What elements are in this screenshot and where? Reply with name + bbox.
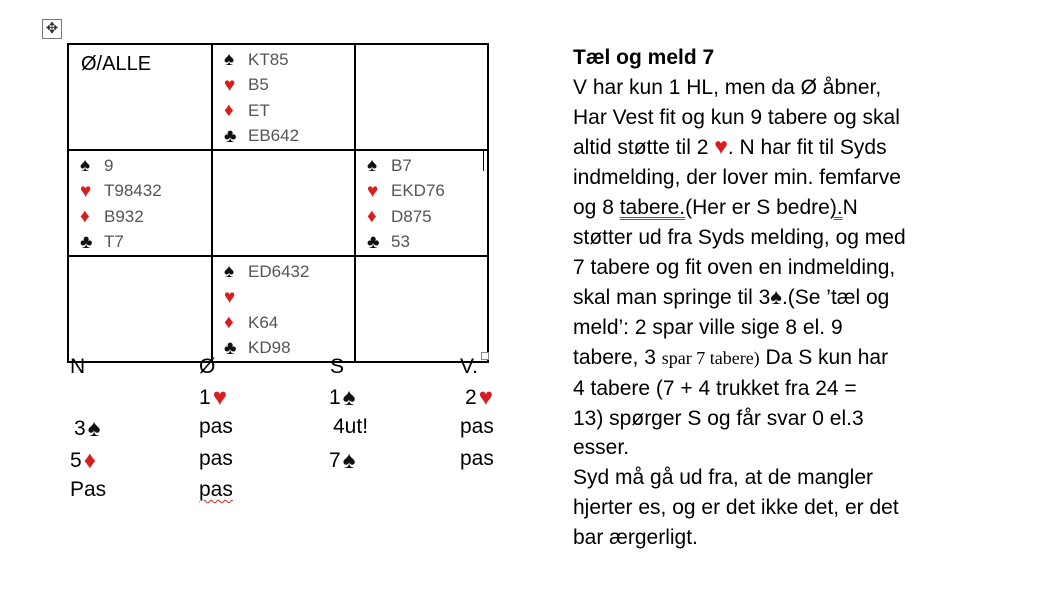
heart-icon: ♥ xyxy=(80,180,92,202)
north-spades: KT85 xyxy=(248,49,289,69)
text-line: bar ærgerligt. xyxy=(573,525,698,549)
heart-icon: ♥ xyxy=(367,180,379,202)
bid-level: 1 xyxy=(329,386,341,409)
heart-icon: ♥ xyxy=(478,384,493,411)
east-diamonds: D875 xyxy=(391,206,432,226)
bid-east-1h xyxy=(199,384,227,412)
spade-icon: ♠ xyxy=(80,155,91,177)
cell-empty-bottom-right xyxy=(355,256,488,362)
text-line: meld’: 2 spar ville sige 8 el. 9 xyxy=(573,316,843,340)
heart-icon: ♥ xyxy=(224,74,236,96)
text-line: hjerter es, og er det ikke det, er det xyxy=(573,495,899,519)
north-hearts: B5 xyxy=(248,75,269,95)
club-icon: ♣ xyxy=(367,231,380,253)
text-run: . N har fit til Syds xyxy=(727,136,887,160)
hand-south xyxy=(212,256,355,362)
bid-south-1s xyxy=(329,384,355,412)
diamond-icon: ♦ xyxy=(80,206,90,228)
bid-west-pass: pas xyxy=(460,447,494,470)
diamond-icon: ♦ xyxy=(224,312,234,334)
east-spades: B7 xyxy=(391,155,412,175)
text-run: skal man springe til 3 xyxy=(573,286,771,310)
text-run: tabere, 3 xyxy=(573,345,662,369)
text-run: .(Se ’tæl og xyxy=(781,286,890,310)
spade-icon: ♠ xyxy=(224,261,235,283)
bid-header-v: V. xyxy=(460,355,478,378)
west-hearts: T98432 xyxy=(104,181,162,201)
club-icon: ♣ xyxy=(80,231,93,253)
text-line: 4 tabere (7 + 4 trukket fra 24 = xyxy=(573,376,857,400)
club-icon: ♣ xyxy=(224,125,237,147)
cell-empty-bottom-left xyxy=(68,256,212,362)
bid-west-pass: pas xyxy=(460,415,494,438)
east-clubs: 53 xyxy=(391,232,410,252)
north-clubs: EB642 xyxy=(248,126,300,146)
text-line: indmelding, der lover min. femfarve xyxy=(573,166,901,190)
text-run: (Her er S bedre xyxy=(685,195,830,219)
bid-header-s: S xyxy=(330,355,345,378)
text-run: Da S kun har xyxy=(759,345,889,369)
text-line xyxy=(573,132,1043,163)
hand-north xyxy=(212,44,355,150)
spade-icon: ♠ xyxy=(367,155,378,177)
bid-south-7s xyxy=(329,447,355,475)
cell-empty-top-right xyxy=(355,44,488,150)
heart-icon: ♥ xyxy=(224,286,236,308)
hand-west xyxy=(68,150,212,256)
table-resize-handle[interactable] xyxy=(481,352,489,360)
east-hearts: EKD76 xyxy=(391,181,445,201)
bid-north-3s xyxy=(74,415,100,443)
dealer-label: Ø/ALLE xyxy=(81,53,152,75)
text-line: V har kun 1 HL, men da Ø åbner, xyxy=(573,75,882,99)
text-run: altid støtte til 2 xyxy=(573,136,715,160)
text-run: spar 7 tabere) xyxy=(661,347,760,368)
bid-north-5d xyxy=(70,447,96,475)
bid-level: 5 xyxy=(70,449,82,472)
heart-icon: ♥ xyxy=(714,133,728,160)
diamond-icon: ♦ xyxy=(83,447,96,474)
text-line: støtter ud fra Syds melding, og med xyxy=(573,225,906,249)
text-line: 7 tabere og fit oven en indmelding, xyxy=(573,255,896,279)
spade-icon: ♠ xyxy=(342,384,356,411)
bid-west-2h xyxy=(465,384,493,412)
bid-header-o: Ø xyxy=(199,355,216,378)
spade-icon: ♠ xyxy=(770,284,782,310)
hand-east xyxy=(355,150,488,256)
bid-level: 3 xyxy=(74,417,86,440)
bid-east-pass: pas xyxy=(199,478,233,501)
text-run: N xyxy=(842,195,858,219)
text-run: og 8 xyxy=(573,195,620,219)
spade-icon: ♠ xyxy=(87,415,101,442)
spade-icon: ♠ xyxy=(224,49,235,71)
text-line xyxy=(573,343,1043,374)
bid-east-pass: pas xyxy=(199,447,233,470)
text-line xyxy=(573,282,1043,313)
text-run: ). xyxy=(829,195,843,219)
cell-center xyxy=(212,150,355,256)
explanation-text xyxy=(573,43,1043,553)
bid-level: 1 xyxy=(199,386,211,409)
text-line: esser. xyxy=(573,436,630,460)
south-clubs: KD98 xyxy=(248,338,291,358)
spade-icon: ♠ xyxy=(342,447,356,474)
diamond-icon: ♦ xyxy=(367,206,377,228)
north-diamonds: ET xyxy=(248,100,270,120)
heading-title: Tæl og meld 7 xyxy=(573,46,715,69)
bid-level: 7 xyxy=(329,449,341,472)
west-clubs: T7 xyxy=(104,232,124,252)
south-diamonds: K64 xyxy=(248,312,279,332)
text-line: Syd må gå ud fra, at de mangler xyxy=(573,466,873,490)
text-line xyxy=(573,193,1043,223)
west-spades: 9 xyxy=(104,155,114,175)
text-line: Har Vest fit og kun 9 tabere og skal xyxy=(573,105,900,129)
diamond-icon: ♦ xyxy=(224,100,234,122)
move-cross-icon[interactable]: ✥ xyxy=(42,19,62,39)
text-run: tabere. xyxy=(619,195,686,219)
club-icon: ♣ xyxy=(224,337,237,359)
cell-dealer xyxy=(68,44,212,150)
text-line: 13) spørger S og får svar 0 el.3 xyxy=(573,406,864,430)
bid-level: 2 xyxy=(465,386,477,409)
bid-header-n: N xyxy=(70,355,86,378)
south-spades: ED6432 xyxy=(248,261,310,281)
text-cursor xyxy=(483,151,484,171)
bid-north-pass: Pas xyxy=(70,478,107,501)
heart-icon: ♥ xyxy=(212,384,227,411)
bid-east-pass: pas xyxy=(199,415,233,438)
deal-diagram xyxy=(67,43,489,363)
bid-south-4nt: 4ut! xyxy=(333,415,369,438)
west-diamonds: B932 xyxy=(104,206,144,226)
